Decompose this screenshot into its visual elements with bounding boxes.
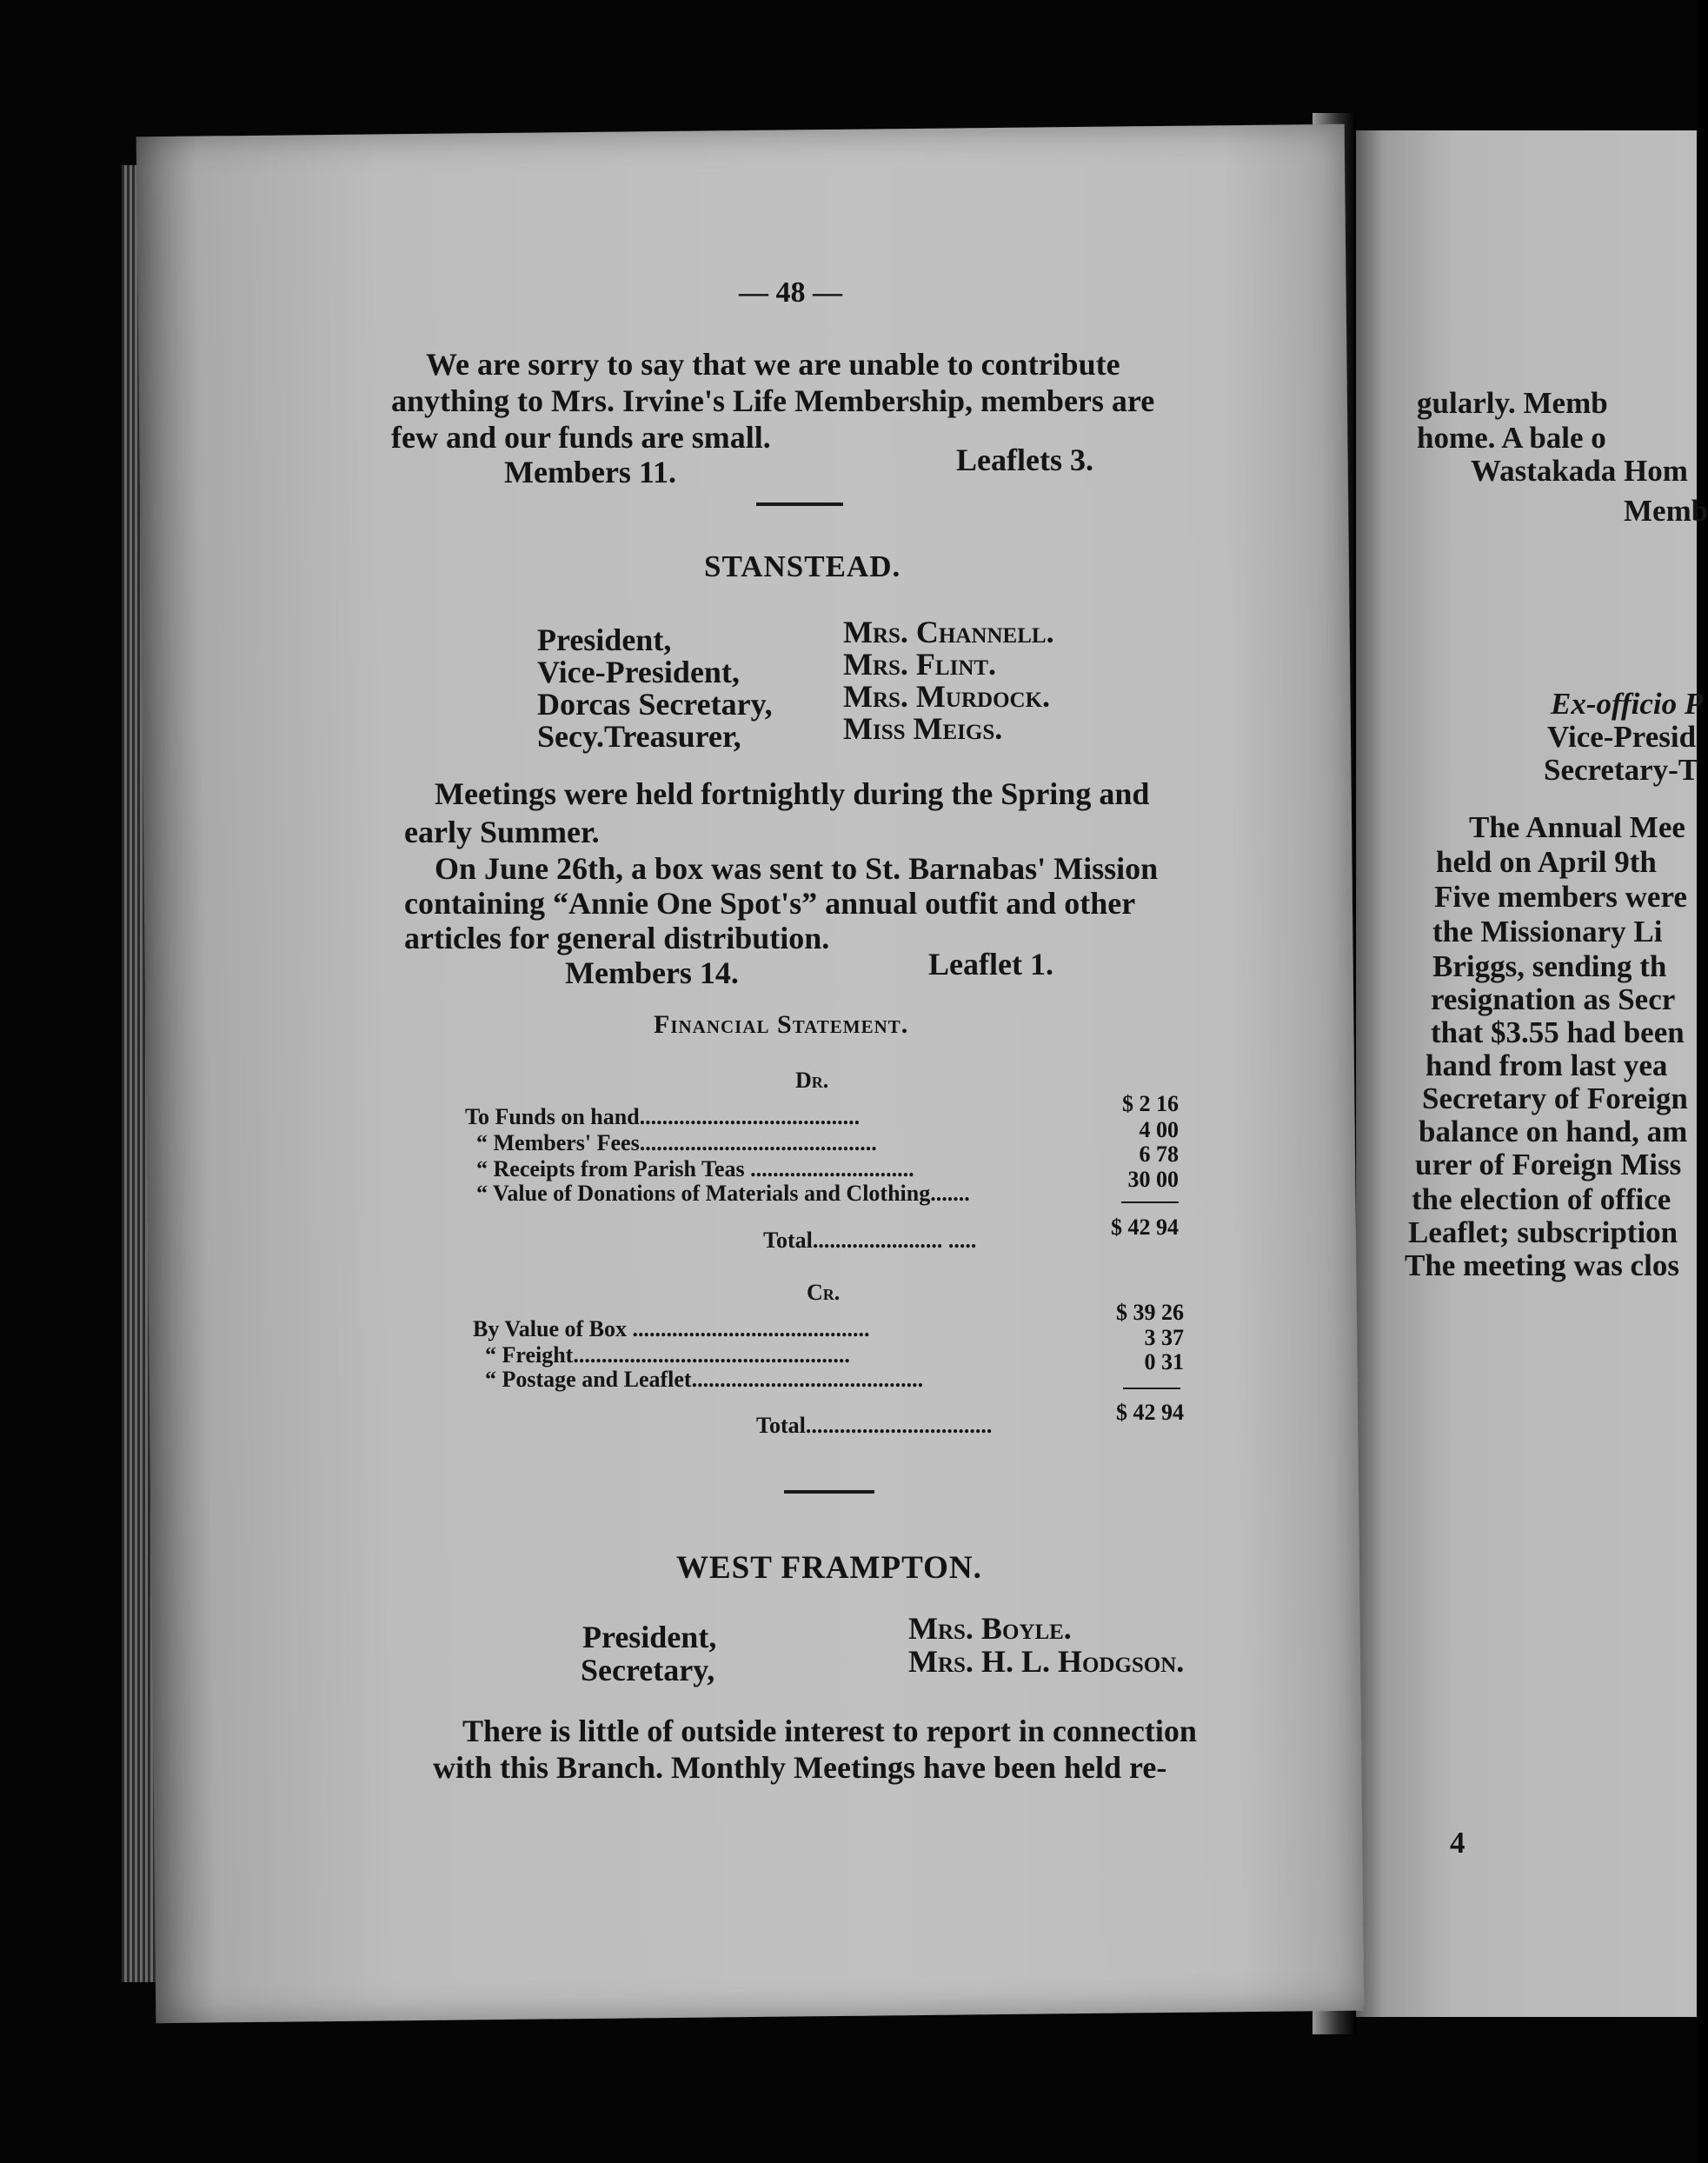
dr-item-label: “ Receipts from Parish Teas ............................. (476, 1156, 914, 1181)
stanstead-paragraph-line: articles for general distribution. (404, 921, 830, 955)
right-page-line: resignation as Secr (1431, 982, 1676, 1016)
dr-item-amount: 30 00 (1127, 1167, 1179, 1192)
section-divider (784, 1490, 874, 1494)
stanstead-paragraph-line: Meetings were held fortnightly during the Spring and (435, 776, 1150, 811)
cr-item-label: “ Freight................................................. (485, 1342, 850, 1368)
dr-total: $ 42 94 (1111, 1215, 1179, 1240)
sum-rule (1123, 1388, 1180, 1389)
dr-item-label: “ Value of Donations of Materials and Clothing....... (476, 1181, 970, 1206)
west-frampton-line: There is little of outside interest to report in connection (462, 1714, 1197, 1748)
right-page-line: that $3.55 had been (1431, 1015, 1685, 1049)
officer-role: Vice-President, (537, 655, 740, 689)
right-page-line: held on April 9th (1436, 845, 1657, 879)
section-divider (756, 502, 843, 506)
signature-mark: 4 (1450, 1826, 1465, 1860)
right-page-line: home. A bale o (1417, 421, 1606, 455)
officer-role: President, (582, 1620, 717, 1654)
stanstead-paragraph-line: containing “Annie One Spot's” annual outfit and other (404, 886, 1136, 921)
cr-item-amount: 0 31 (1144, 1349, 1184, 1374)
officer-role: Secy.Treasurer, (537, 719, 741, 754)
officer-name: Mrs. Boyle. (908, 1611, 1072, 1646)
right-page-line: the election of office (1412, 1182, 1671, 1216)
intro-leaflets: Leaflets 3. (956, 443, 1093, 477)
intro-line-1: We are sorry to say that we are unable to contribute (426, 347, 1120, 382)
right-page-line: urer of Foreign Miss (1415, 1148, 1682, 1181)
stanstead-leaflet: Leaflet 1. (928, 947, 1053, 982)
dr-item-amount: 6 78 (1139, 1141, 1179, 1167)
right-page-line: Secretary-T (1544, 753, 1699, 787)
right-page-line: Memb (1624, 494, 1708, 528)
west-frampton-line: with this Branch. Monthly Meetings have been held re- (433, 1750, 1167, 1785)
west-frampton-heading: WEST FRAMPTON. (676, 1550, 982, 1586)
right-page-line: gularly. Memb (1417, 386, 1608, 420)
right-page-line: Five members were (1434, 880, 1687, 914)
cr-item-amount: 3 37 (1144, 1325, 1184, 1350)
right-page-line: Secretary of Foreign (1422, 1082, 1688, 1115)
intro-members: Members 11. (504, 455, 676, 489)
page-number: — 48 — (739, 276, 842, 309)
cr-item-amount: $ 39 26 (1116, 1300, 1184, 1325)
right-page-line: the Missionary Li (1432, 915, 1663, 948)
cr-label: Cr. (807, 1280, 841, 1305)
right-page-line: Leaflet; subscription (1408, 1215, 1678, 1249)
dr-item-label: To Funds on hand....................................... (465, 1104, 861, 1129)
cr-total: $ 42 94 (1116, 1400, 1184, 1425)
cr-total-label: Total................................. (756, 1413, 993, 1438)
intro-line-3: few and our funds are small. (391, 420, 771, 455)
stanstead-paragraph-line: On June 26th, a box was sent to St. Barnabas' Mission (435, 851, 1159, 886)
right-page-line: The Annual Mee (1469, 810, 1685, 844)
right-page-line: balance on hand, am (1419, 1115, 1688, 1148)
dr-item-amount: $ 2 16 (1122, 1091, 1179, 1116)
intro-line-2: anything to Mrs. Irvine's Life Membership, members are (391, 383, 1155, 418)
financial-heading: Financial Statement. (654, 1010, 909, 1039)
dr-item-amount: 4 00 (1139, 1117, 1179, 1142)
cr-item-label: “ Postage and Leaflet......................................... (485, 1367, 924, 1392)
right-page-line: Wastakada Hom (1471, 454, 1688, 488)
right-page-line: hand from last yea (1426, 1048, 1668, 1082)
stanstead-members: Members 14. (565, 955, 739, 990)
officer-name: Mrs. Flint. (843, 647, 997, 682)
cr-item-label: By Value of Box .......................................... (473, 1316, 870, 1341)
dr-item-label: “ Members' Fees.......................................... (476, 1130, 877, 1155)
officer-role: Dorcas Secretary, (537, 687, 773, 722)
sum-rule (1121, 1201, 1179, 1203)
dr-total-label: Total....................... ..... (763, 1228, 977, 1253)
stanstead-heading: STANSTEAD. (704, 549, 901, 583)
stanstead-paragraph-line: early Summer. (404, 815, 600, 849)
right-page-line: Vice-Presid (1547, 720, 1697, 754)
right-page-line: The meeting was clos (1405, 1248, 1679, 1282)
officer-name: Mrs. H. L. Hodgson. (908, 1644, 1185, 1679)
officer-name: Mrs. Channell. (843, 615, 1054, 649)
officer-name: Mrs. Murdock. (843, 679, 1051, 714)
officer-role: President, (537, 622, 672, 657)
right-page-line: Briggs, sending th (1432, 949, 1667, 983)
officer-role: Secretary, (581, 1653, 715, 1687)
right-page-line: Ex-officio P (1551, 687, 1704, 721)
officer-name: Miss Meigs. (843, 711, 1003, 746)
dr-label: Dr. (795, 1068, 829, 1093)
